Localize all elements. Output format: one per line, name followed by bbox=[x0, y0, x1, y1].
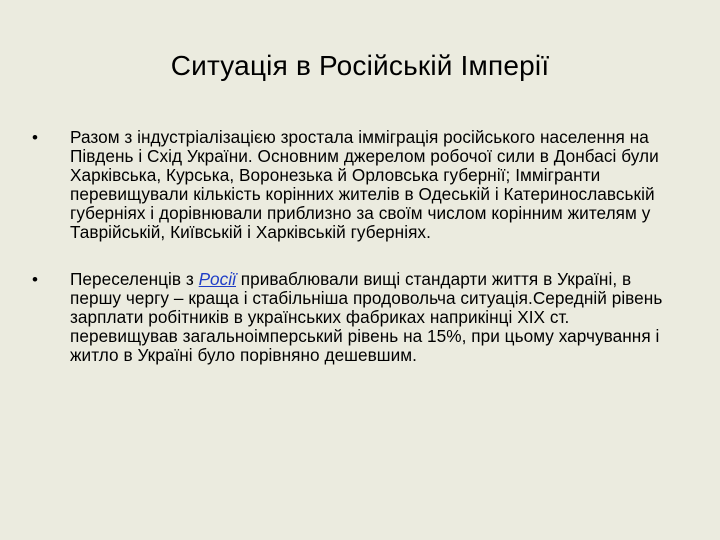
russia-link[interactable]: Росії bbox=[198, 269, 236, 289]
bullet-list bbox=[32, 128, 672, 365]
bullet-item-migrants bbox=[32, 270, 672, 365]
bullet-item-industrialization bbox=[32, 128, 672, 242]
bullet-text: Разом з індустріалізацією зростала імміграція російського населення на Південь і Схід України. Основним джерелом робочої сили в Донбасі були Харківська, Курська, Воронезька й Орловська губернії; Іммігранти перевищували кількість корінних жителів в Одеській і Катеринославській губерніях і дорівнювали приблизно за своїм числом корінним жителям у Таврійській, Київській і Харківській губерніях. bbox=[70, 127, 659, 242]
bullet-marker: • bbox=[32, 270, 39, 289]
bullet-marker: • bbox=[32, 128, 39, 147]
bullet-text-start: Переселенців з bbox=[70, 269, 199, 289]
bullet-text-end: приваблювали вищі стандарти життя в Україні, в першу чергу – краща і стабільніша продовольча ситуація.Середній рівень зарплати робітників в українських фабриках наприкінці ХІХ ст. перевищував загальноімперський рівень на 15%, при цьому харчування і житло в Україні було порівняно дешевшим. bbox=[70, 269, 663, 365]
slide-title: Ситуація в Російській Імперії bbox=[170, 50, 550, 81]
